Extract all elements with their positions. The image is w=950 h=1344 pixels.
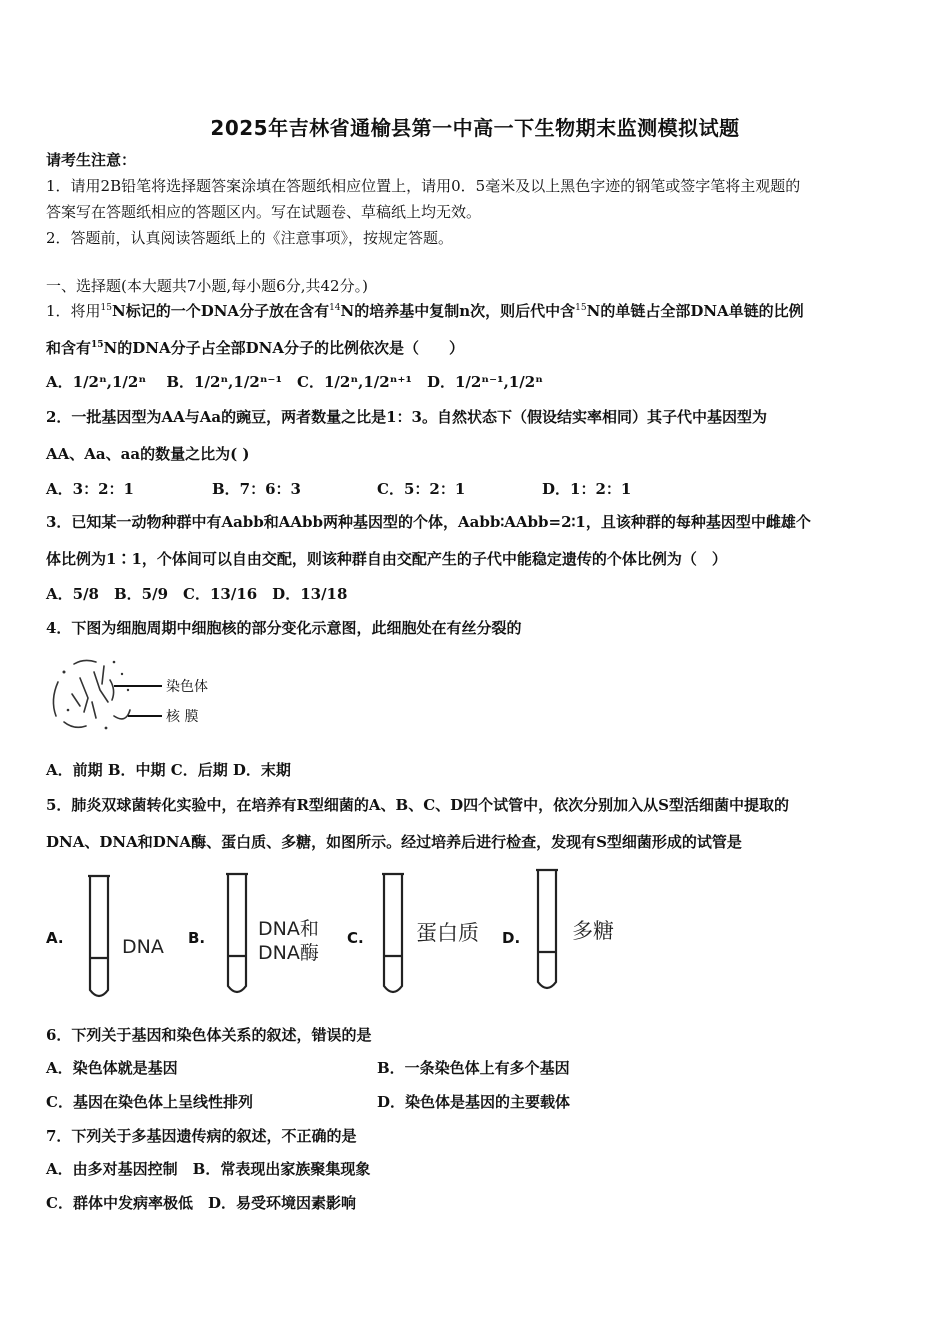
q1-superscript: 15 — [575, 303, 587, 313]
test-tube-a — [88, 876, 110, 996]
chromosome — [92, 702, 96, 718]
question-2-option-b: B．7：6：3 — [212, 480, 301, 498]
notice-item-1a: 1．请用2B铅笔将选择题答案涂填在答题纸相应位置上，请用0．5毫米及以上黑色字迹的钢笔或签字笔将主观题的 — [46, 177, 801, 195]
question-2-option-a: A．3：2：1 — [46, 480, 134, 498]
tube-option-b: B. — [188, 929, 206, 947]
nuclear-membrane-fragment — [64, 722, 86, 727]
question-3-options: A．5/8 B．5/9 C．13/16 D．13/18 — [46, 585, 348, 603]
question-1-line-2 — [46, 338, 910, 358]
notice-heading: 请考生注意： — [46, 151, 137, 169]
question-4-line-1: 4．下图为细胞周期中细胞核的部分变化示意图，此细胞处在有丝分裂的 — [46, 619, 522, 637]
q1-text: N的DNA分子占全部DNA分子的比例依次是（ ） — [103, 339, 464, 357]
question-6-option-b: B．一条染色体上有多个基因 — [377, 1059, 570, 1077]
q1-superscript: 15 — [91, 340, 104, 350]
q1-superscript: 14 — [329, 303, 341, 313]
label-nuclear-membrane: 核 膜 — [166, 709, 199, 725]
question-6-option-c: C．基因在染色体上呈线性排列 — [46, 1093, 253, 1111]
chromosome — [102, 666, 104, 684]
tube-option-a: A. — [46, 929, 64, 947]
chromosome — [94, 672, 108, 702]
q1-text: 1．将用 — [46, 302, 101, 320]
chromosome — [80, 678, 88, 712]
nuclear-membrane-fragment — [74, 660, 96, 664]
test-tube-b — [226, 874, 248, 992]
page-title: 2025年吉林省通榆县第一中高一下生物期末监测模拟试题 — [210, 116, 740, 140]
q1-superscript: 15 — [100, 303, 112, 313]
tube-a-label: DNA — [122, 936, 164, 958]
question-6-option-d: D．染色体是基因的主要载体 — [377, 1093, 571, 1111]
label-chromosome: 染色体 — [166, 679, 208, 695]
question-6-line-1: 6．下列关于基因和染色体关系的叙述，错误的是 — [46, 1026, 372, 1044]
question-1-line-1 — [46, 301, 910, 321]
section-heading: 一、选择题(本大题共7小题,每小题6分,共42分。) — [46, 277, 368, 295]
question-1-options: A．1/2ⁿ,1/2ⁿ B．1/2ⁿ,1/2ⁿ⁻¹ C．1/2ⁿ,1/2ⁿ⁺¹ D．1/2ⁿ⁻¹,1/2ⁿ — [46, 373, 543, 391]
q1-text: N标记的一个DNA分子放在含有 — [112, 302, 330, 320]
q1-text: N的单链占全部DNA单链的比例 — [586, 302, 804, 320]
nuclear-membrane-fragment — [114, 710, 130, 719]
test-tube-d — [536, 870, 558, 988]
question-7-line-1: 7．下列关于多基因遗传病的叙述，不正确的是 — [46, 1127, 357, 1145]
tube-d-label: 多糖 — [572, 919, 614, 943]
test-tubes-figure — [40, 862, 640, 1012]
nucleus-diagram — [44, 650, 244, 740]
test-tube-c — [382, 874, 404, 992]
tube-b-label-1: DNA和 — [258, 918, 319, 940]
tube-option-c: C. — [347, 929, 364, 947]
chromosome — [72, 694, 80, 706]
tube-b-label-2: DNA酶 — [258, 942, 319, 964]
nuclear-membrane-fragment — [53, 682, 58, 716]
question-2-line-1: 2．一批基因型为AA与Aa的豌豆，两者数量之比是1：3。自然状态下（假设结实率相同）其子代中基因型为 — [46, 408, 767, 426]
question-7-options-cd: C．群体中发病率极低 D．易受环境因素影响 — [46, 1194, 356, 1212]
tube-c-label: 蛋白质 — [416, 921, 479, 945]
question-2-option-d: D．1：2：1 — [542, 480, 632, 498]
question-5-line-2: DNA、DNA和DNA酶、蛋白质、多糖，如图所示。经过培养后进行检查，发现有S型细菌形成的试管是 — [46, 833, 742, 851]
question-6-option-a: A．染色体就是基因 — [46, 1059, 178, 1077]
question-7-options-ab: A．由多对基因控制 B．常表现出家族聚集现象 — [46, 1160, 371, 1178]
q1-text: 和含有 — [46, 339, 92, 357]
question-2-line-2: AA、Aa、aa的数量之比为( ) — [46, 445, 250, 463]
notice-item-2: 2．答题前，认真阅读答题纸上的《注意事项》，按规定答题。 — [46, 229, 454, 247]
question-3-line-1: 3．已知某一动物种群中有Aabb和AAbb两种基因型的个体，Aabb∶AAbb=2∶1，且该种群的每种基因型中雌雄个 — [46, 513, 811, 531]
question-2-option-c: C．5：2：1 — [377, 480, 466, 498]
chromosome — [110, 680, 114, 700]
notice-item-1b: 答案写在答题纸相应的答题区内。写在试题卷、草稿纸上均无效。 — [46, 203, 482, 221]
question-3-line-2: 体比例为1∶1，个体间可以自由交配，则该种群自由交配产生的子代中能稳定遗传的个体比例为（ ） — [46, 550, 727, 568]
question-4-options: A．前期 B．中期 C．后期 D．末期 — [46, 761, 291, 779]
question-5-line-1: 5．肺炎双球菌转化实验中，在培养有R型细菌的A、B、C、D四个试管中，依次分别加入从S型活细菌中提取的 — [46, 796, 790, 814]
q1-text: N的培养基中复制n次，则后代中含 — [340, 302, 576, 320]
tube-option-d: D. — [502, 929, 521, 947]
